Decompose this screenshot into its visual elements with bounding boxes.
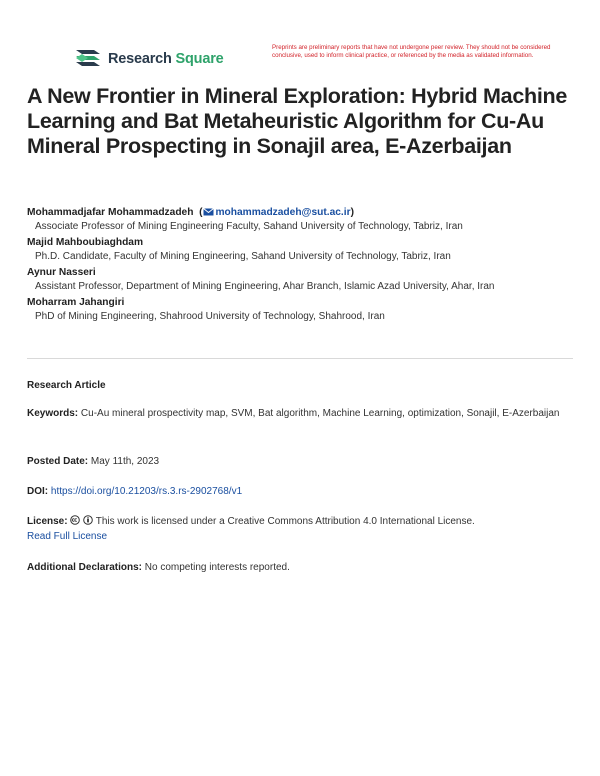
doi-link[interactable]: https://doi.org/10.21203/rs.3.rs-2902768/v1 [50,486,243,497]
header [74,44,574,80]
author-entry [27,266,577,294]
author-name: Mohammadjafar Mohammadzadeh [27,207,194,218]
keywords-label: Keywords: [27,408,79,419]
keywords [27,406,577,421]
doi-label: DOI: [27,486,49,497]
creative-commons-icon [70,515,80,525]
license-label: License: [27,516,68,527]
keywords-value: Cu-Au mineral prospectivity map, SVM, Bat algorithm, Machine Learning, optimization, Sonajil, E-Azerbaijan [80,408,560,419]
posted-date-label: Posted Date: [27,456,89,467]
attribution-icon [83,515,93,525]
author-entry [27,296,577,324]
preprint-disclaimer: Preprints are preliminary reports that have not undergone peer review. They should not be considered conclusive, used to inform clinical practice, or referenced by the media as validated information. [272,44,551,59]
posted-date [27,454,577,469]
declarations-value: No competing interests reported. [144,562,290,573]
author-name: Aynur Nasseri [27,267,96,278]
author-entry [27,236,577,264]
read-full-license-link[interactable]: Read Full License [27,531,108,542]
author-email-link[interactable]: mohammadzadeh@sut.ac.ir [215,207,351,218]
logo-wordmark: Research Square [108,51,224,67]
author-entry: Mohammadjafar Mohammadzadeh ( mohammadzadeh@sut.ac.ir) Associate Professor of Mining Engineering Faculty, Sahand University of Technology, Tabriz, Iran [27,206,577,234]
research-square-mark-icon [74,48,102,70]
author-affiliation: Associate Professor of Mining Engineering Faculty, Sahand University of Technology, Tabriz, Iran [35,221,463,232]
author-list [27,206,577,326]
article-type: Research Article [27,380,106,391]
posted-date-value: May 11th, 2023 [90,456,160,467]
license-text: This work is licensed under a Creative Commons Attribution 4.0 International License. [95,516,475,527]
declarations-label: Additional Declarations: [27,562,143,573]
author-affiliation: PhD of Mining Engineering, Shahrood University of Technology, Shahrood, Iran [35,311,385,322]
author-affiliation: Assistant Professor, Department of Mining Engineering, Ahar Branch, Islamic Azad University, Ahar, Iran [35,281,495,292]
author-name: Majid Mahboubiaghdam [27,237,144,248]
section-divider [27,358,573,359]
author-affiliation: Ph.D. Candidate, Faculty of Mining Engineering, Sahand University of Technology, Tabriz, Iran [35,251,451,262]
license [27,514,577,544]
research-square-logo[interactable] [74,48,224,70]
doi [27,484,577,499]
author-name: Moharram Jahangiri [27,297,125,308]
envelope-icon [203,208,214,216]
paper-title: A New Frontier in Mineral Exploration: Hybrid Machine Learning and Bat Metaheuristic Algorithm for Cu-Au Mineral Prospecting in Sonajil area, E-Azerbaijan [27,84,567,158]
additional-declarations [27,560,577,575]
